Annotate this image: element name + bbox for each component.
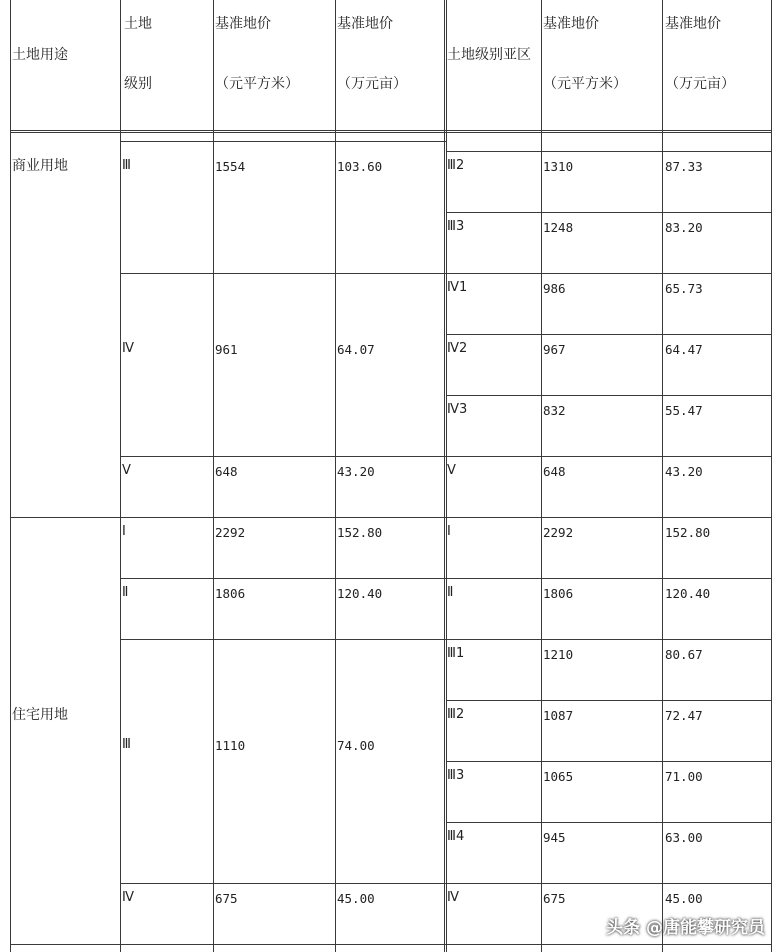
price-mu-cell: 103.60 (337, 159, 383, 174)
grid-line (120, 578, 772, 579)
sub-price-mu-cell: 87.33 (665, 159, 703, 174)
price-mu-cell: 45.00 (337, 891, 375, 906)
sub-price-mu-cell: 72.47 (665, 708, 703, 723)
price-mu-cell: 152.80 (337, 525, 383, 540)
grid-line (10, 0, 11, 952)
grid-line (120, 639, 772, 640)
sublevel-cell: Ⅰ (447, 524, 451, 539)
header-sub-price-mu-line2: （万元亩） (665, 76, 735, 92)
header-land-use: 土地用途 (12, 47, 68, 63)
grid-line (120, 0, 121, 952)
grid-line (446, 151, 772, 152)
sub-price-mu-cell: 152.80 (665, 525, 711, 540)
price-m2-cell: 2292 (215, 525, 246, 540)
level-cell: Ⅳ (122, 341, 134, 356)
grid-line (662, 0, 663, 952)
level-cell: Ⅲ (122, 737, 131, 752)
sub-price-m2-cell: 967 (543, 342, 566, 357)
sub-price-m2-cell: 832 (543, 403, 566, 418)
sublevel-cell: Ⅲ1 (447, 646, 465, 661)
header-price-m2-line2: （元平方米） (215, 76, 299, 92)
sub-price-mu-cell: 55.47 (665, 403, 703, 418)
price-m2-cell: 1806 (215, 586, 246, 601)
sub-price-mu-cell: 63.00 (665, 830, 703, 845)
sublevel-cell: Ⅲ4 (447, 829, 465, 844)
sub-price-mu-cell: 83.20 (665, 220, 703, 235)
sublevel-cell: Ⅲ2 (447, 707, 465, 722)
price-m2-cell: 1110 (215, 738, 246, 753)
price-m2-cell: 648 (215, 464, 238, 479)
price-m2-cell: 675 (215, 891, 238, 906)
header-price-mu-line2: （万元亩） (337, 76, 407, 92)
header-land-level-line1: 土地 (124, 16, 152, 32)
grid-line (10, 944, 772, 945)
price-mu-cell: 64.07 (337, 342, 375, 357)
sublevel-cell: Ⅲ3 (447, 768, 465, 783)
header-price-m2-line1: 基准地价 (215, 16, 271, 32)
sub-price-m2-cell: 1248 (543, 220, 574, 235)
header-land-level-line2: 级别 (124, 76, 152, 92)
sublevel-cell: Ⅱ (447, 585, 454, 600)
sublevel-cell: Ⅳ1 (447, 280, 468, 295)
sub-price-m2-cell: 1310 (543, 159, 574, 174)
level-cell: Ⅴ (122, 463, 131, 478)
grid-line (213, 0, 214, 952)
header-price-mu-line1: 基准地价 (337, 16, 393, 32)
sub-price-m2-cell: 2292 (543, 525, 574, 540)
level-cell: Ⅳ (122, 890, 134, 905)
grid-line (446, 395, 772, 396)
grid-line (120, 456, 772, 457)
sub-price-mu-cell: 80.67 (665, 647, 703, 662)
header-sub-price-mu-line1: 基准地价 (665, 16, 721, 32)
sub-price-m2-cell: 675 (543, 891, 566, 906)
sub-price-m2-cell: 1210 (543, 647, 574, 662)
sub-price-m2-cell: 1065 (543, 769, 574, 784)
sub-price-m2-cell: 1087 (543, 708, 574, 723)
grid-line (446, 212, 772, 213)
sublevel-cell: Ⅳ (447, 890, 459, 905)
watermark-text: 头条 @唐能攀研究员 (606, 918, 765, 938)
grid-line (120, 273, 772, 274)
level-cell: Ⅰ (122, 524, 126, 539)
sub-price-mu-cell: 71.00 (665, 769, 703, 784)
price-mu-cell: 120.40 (337, 586, 383, 601)
sub-price-m2-cell: 1806 (543, 586, 574, 601)
sub-price-m2-cell: 986 (543, 281, 566, 296)
sub-price-mu-cell: 45.00 (665, 891, 703, 906)
sub-price-mu-cell: 65.73 (665, 281, 703, 296)
header-sub-price-m2-line1: 基准地价 (543, 16, 599, 32)
sub-price-mu-cell: 120.40 (665, 586, 711, 601)
grid-line (335, 0, 336, 952)
price-m2-cell: 961 (215, 342, 238, 357)
price-mu-cell: 74.00 (337, 738, 375, 753)
grid-line (446, 334, 772, 335)
grid-line (10, 517, 772, 518)
header-sub-price-m2-line2: （元平方米） (543, 76, 627, 92)
price-m2-cell: 1554 (215, 159, 246, 174)
sublevel-cell: Ⅴ (447, 463, 456, 478)
land-use-residential: 住宅用地 (12, 707, 68, 723)
grid-line (120, 141, 446, 142)
sub-price-m2-cell: 945 (543, 830, 566, 845)
grid-line (446, 700, 772, 701)
price-mu-cell: 43.20 (337, 464, 375, 479)
header-sublevel: 土地级别亚区 (447, 47, 531, 63)
grid-line (444, 0, 445, 952)
sublevel-cell: Ⅳ2 (447, 341, 468, 356)
land-use-commercial: 商业用地 (12, 158, 68, 174)
sub-price-mu-cell: 43.20 (665, 464, 703, 479)
sublevel-cell: Ⅲ3 (447, 219, 465, 234)
grid-line (10, 132, 772, 133)
grid-line (446, 0, 447, 952)
grid-line (446, 822, 772, 823)
sub-price-m2-cell: 648 (543, 464, 566, 479)
grid-line (446, 761, 772, 762)
grid-line (771, 0, 772, 952)
sub-price-mu-cell: 64.47 (665, 342, 703, 357)
grid-line (541, 0, 542, 952)
grid-line (10, 130, 772, 131)
sublevel-cell: Ⅳ3 (447, 402, 468, 417)
sublevel-cell: Ⅲ2 (447, 158, 465, 173)
level-cell: Ⅱ (122, 585, 129, 600)
level-cell: Ⅲ (122, 158, 131, 173)
grid-line (120, 883, 772, 884)
